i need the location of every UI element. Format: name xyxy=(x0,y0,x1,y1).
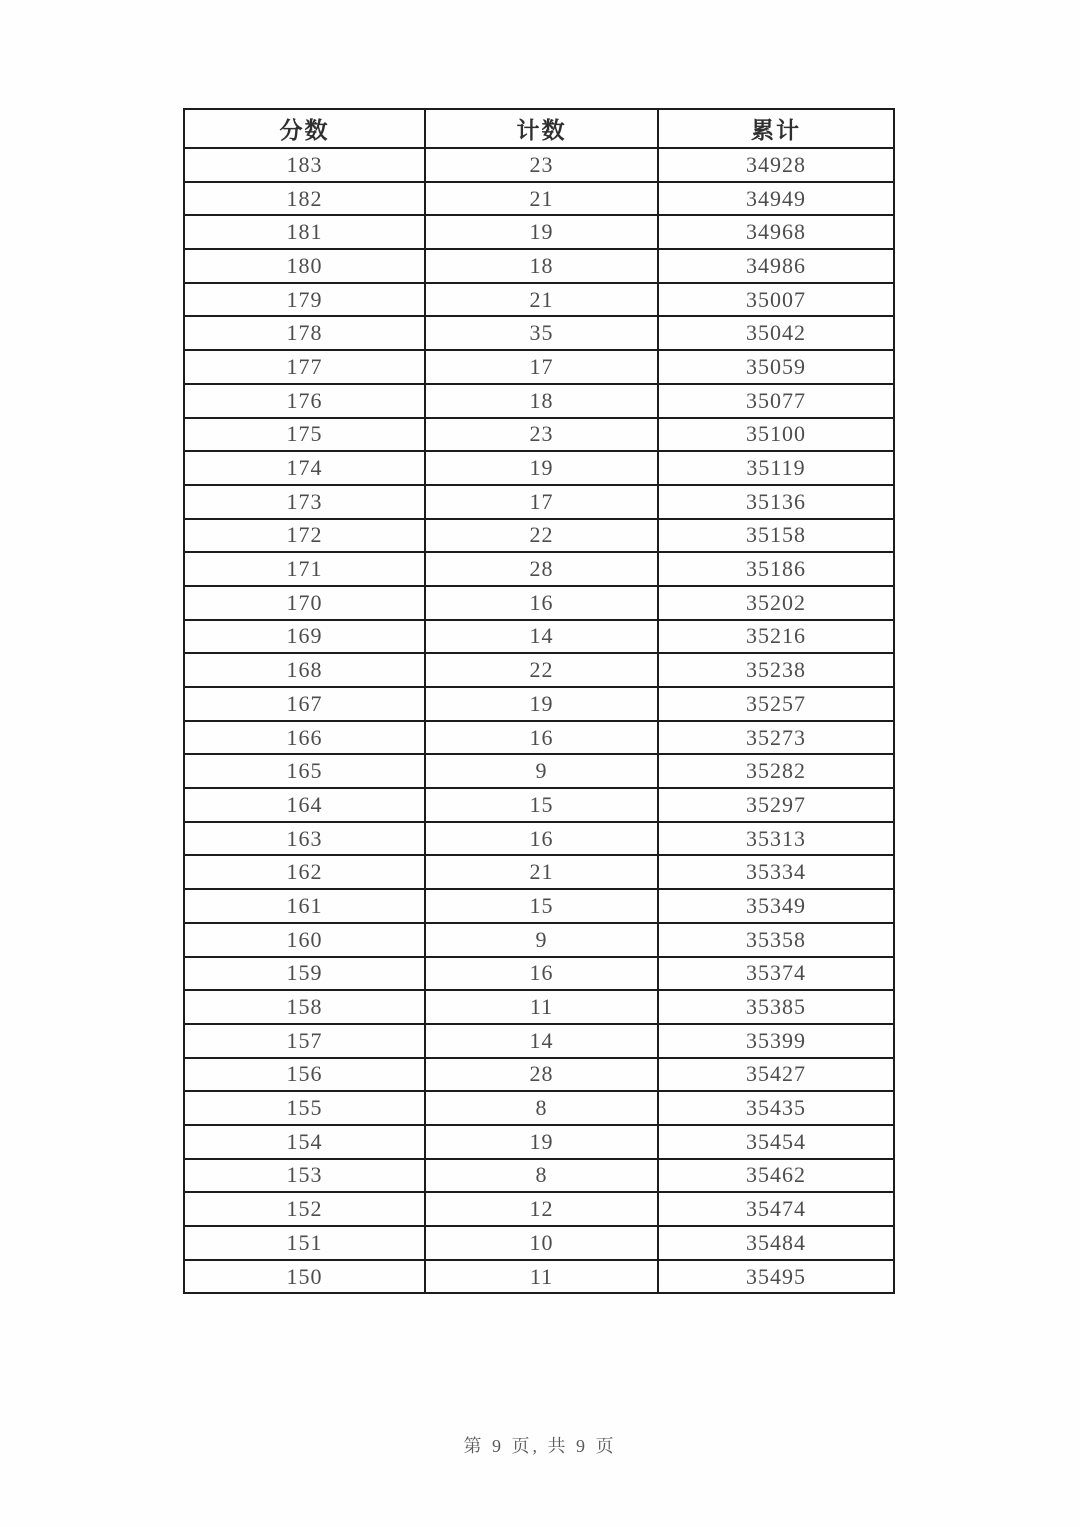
table-row xyxy=(184,754,894,788)
column-header: 累计 xyxy=(658,109,894,148)
table-cell: 10 xyxy=(425,1226,658,1260)
score-distribution-table xyxy=(183,108,895,1294)
table-cell: 12 xyxy=(425,1192,658,1226)
table-cell: 168 xyxy=(184,653,425,687)
table-cell: 155 xyxy=(184,1091,425,1125)
table-cell: 34928 xyxy=(658,148,894,182)
table-cell: 166 xyxy=(184,721,425,755)
table-row xyxy=(184,1091,894,1125)
table-cell: 21 xyxy=(425,855,658,889)
table-row xyxy=(184,519,894,553)
table-cell: 35 xyxy=(425,316,658,350)
table-cell: 16 xyxy=(425,822,658,856)
table-cell: 181 xyxy=(184,215,425,249)
table-cell: 23 xyxy=(425,148,658,182)
table-cell: 170 xyxy=(184,586,425,620)
table-cell: 35399 xyxy=(658,1024,894,1058)
table-row xyxy=(184,721,894,755)
table-row xyxy=(184,1226,894,1260)
table-cell: 180 xyxy=(184,249,425,283)
table-cell: 176 xyxy=(184,384,425,418)
table-cell: 23 xyxy=(425,418,658,452)
table-cell: 163 xyxy=(184,822,425,856)
table-cell: 16 xyxy=(425,721,658,755)
table-cell: 35273 xyxy=(658,721,894,755)
table-cell: 8 xyxy=(425,1159,658,1193)
table-row xyxy=(184,586,894,620)
table-cell: 152 xyxy=(184,1192,425,1226)
table-cell: 167 xyxy=(184,687,425,721)
table-cell: 158 xyxy=(184,990,425,1024)
table-cell: 35495 xyxy=(658,1260,894,1294)
table-row xyxy=(184,855,894,889)
header-row xyxy=(184,109,894,148)
table-cell: 169 xyxy=(184,620,425,654)
table-row xyxy=(184,552,894,586)
table-cell: 9 xyxy=(425,923,658,957)
table-row xyxy=(184,384,894,418)
table-row xyxy=(184,1024,894,1058)
table-cell: 35454 xyxy=(658,1125,894,1159)
page-number-footer: 第 9 页, 共 9 页 xyxy=(463,1436,617,1456)
table-cell: 162 xyxy=(184,855,425,889)
table-cell: 35484 xyxy=(658,1226,894,1260)
table-cell: 14 xyxy=(425,1024,658,1058)
table-row xyxy=(184,215,894,249)
table-cell: 21 xyxy=(425,283,658,317)
table-row xyxy=(184,822,894,856)
table-cell: 28 xyxy=(425,552,658,586)
table-cell: 173 xyxy=(184,485,425,519)
table-cell: 16 xyxy=(425,586,658,620)
table-cell: 14 xyxy=(425,620,658,654)
table-cell: 35334 xyxy=(658,855,894,889)
table-cell: 11 xyxy=(425,990,658,1024)
table-cell: 28 xyxy=(425,1058,658,1092)
table-cell: 35216 xyxy=(658,620,894,654)
table-cell: 16 xyxy=(425,957,658,991)
table-cell: 35042 xyxy=(658,316,894,350)
table-cell: 174 xyxy=(184,451,425,485)
table-cell: 35474 xyxy=(658,1192,894,1226)
table-row xyxy=(184,923,894,957)
table-row xyxy=(184,788,894,822)
table-cell: 35313 xyxy=(658,822,894,856)
table-cell: 35100 xyxy=(658,418,894,452)
table-cell: 21 xyxy=(425,182,658,216)
table-cell: 35385 xyxy=(658,990,894,1024)
column-header: 计数 xyxy=(425,109,658,148)
table-row xyxy=(184,350,894,384)
table-row xyxy=(184,1058,894,1092)
table-cell: 35462 xyxy=(658,1159,894,1193)
table-header xyxy=(184,109,894,148)
table-cell: 154 xyxy=(184,1125,425,1159)
table-cell: 164 xyxy=(184,788,425,822)
table-row xyxy=(184,182,894,216)
table-cell: 35282 xyxy=(658,754,894,788)
table-cell: 17 xyxy=(425,485,658,519)
table-cell: 35077 xyxy=(658,384,894,418)
table-cell: 151 xyxy=(184,1226,425,1260)
table-cell: 34949 xyxy=(658,182,894,216)
table-cell: 35158 xyxy=(658,519,894,553)
table-cell: 35186 xyxy=(658,552,894,586)
table-row xyxy=(184,990,894,1024)
table-cell: 153 xyxy=(184,1159,425,1193)
table-cell: 15 xyxy=(425,788,658,822)
table-row xyxy=(184,889,894,923)
table-cell: 35297 xyxy=(658,788,894,822)
table-cell: 35349 xyxy=(658,889,894,923)
table-cell: 182 xyxy=(184,182,425,216)
table-cell: 11 xyxy=(425,1260,658,1294)
table-row xyxy=(184,653,894,687)
table-cell: 35257 xyxy=(658,687,894,721)
table-cell: 178 xyxy=(184,316,425,350)
table-cell: 156 xyxy=(184,1058,425,1092)
table-cell: 19 xyxy=(425,1125,658,1159)
table-cell: 35238 xyxy=(658,653,894,687)
table-cell: 150 xyxy=(184,1260,425,1294)
table-cell: 159 xyxy=(184,957,425,991)
table-row xyxy=(184,1159,894,1193)
table-cell: 35374 xyxy=(658,957,894,991)
table-cell: 35119 xyxy=(658,451,894,485)
table-cell: 171 xyxy=(184,552,425,586)
table-cell: 35059 xyxy=(658,350,894,384)
table-row xyxy=(184,451,894,485)
table-cell: 160 xyxy=(184,923,425,957)
table-cell: 18 xyxy=(425,384,658,418)
table-row xyxy=(184,1260,894,1294)
table-row xyxy=(184,418,894,452)
table-row xyxy=(184,249,894,283)
table-cell: 177 xyxy=(184,350,425,384)
table-row xyxy=(184,148,894,182)
table-row xyxy=(184,283,894,317)
table-cell: 35136 xyxy=(658,485,894,519)
column-header: 分数 xyxy=(184,109,425,148)
table-cell: 19 xyxy=(425,215,658,249)
table-cell: 34968 xyxy=(658,215,894,249)
table-cell: 17 xyxy=(425,350,658,384)
table-cell: 165 xyxy=(184,754,425,788)
table-cell: 157 xyxy=(184,1024,425,1058)
table-cell: 22 xyxy=(425,519,658,553)
table-cell: 35358 xyxy=(658,923,894,957)
table-cell: 8 xyxy=(425,1091,658,1125)
table-row xyxy=(184,485,894,519)
table-cell: 179 xyxy=(184,283,425,317)
table-cell: 161 xyxy=(184,889,425,923)
table-cell: 34986 xyxy=(658,249,894,283)
table-cell: 9 xyxy=(425,754,658,788)
table-cell: 19 xyxy=(425,451,658,485)
table-cell: 35202 xyxy=(658,586,894,620)
table-cell: 19 xyxy=(425,687,658,721)
table-body xyxy=(184,148,894,1293)
table-cell: 35435 xyxy=(658,1091,894,1125)
table-cell: 22 xyxy=(425,653,658,687)
table-cell: 175 xyxy=(184,418,425,452)
table-row xyxy=(184,1192,894,1226)
table-row xyxy=(184,620,894,654)
table-cell: 35007 xyxy=(658,283,894,317)
table-row xyxy=(184,957,894,991)
table-cell: 183 xyxy=(184,148,425,182)
table-row xyxy=(184,687,894,721)
table-cell: 172 xyxy=(184,519,425,553)
table-cell: 15 xyxy=(425,889,658,923)
table-cell: 35427 xyxy=(658,1058,894,1092)
table-row xyxy=(184,316,894,350)
table-row xyxy=(184,1125,894,1159)
table-cell: 18 xyxy=(425,249,658,283)
